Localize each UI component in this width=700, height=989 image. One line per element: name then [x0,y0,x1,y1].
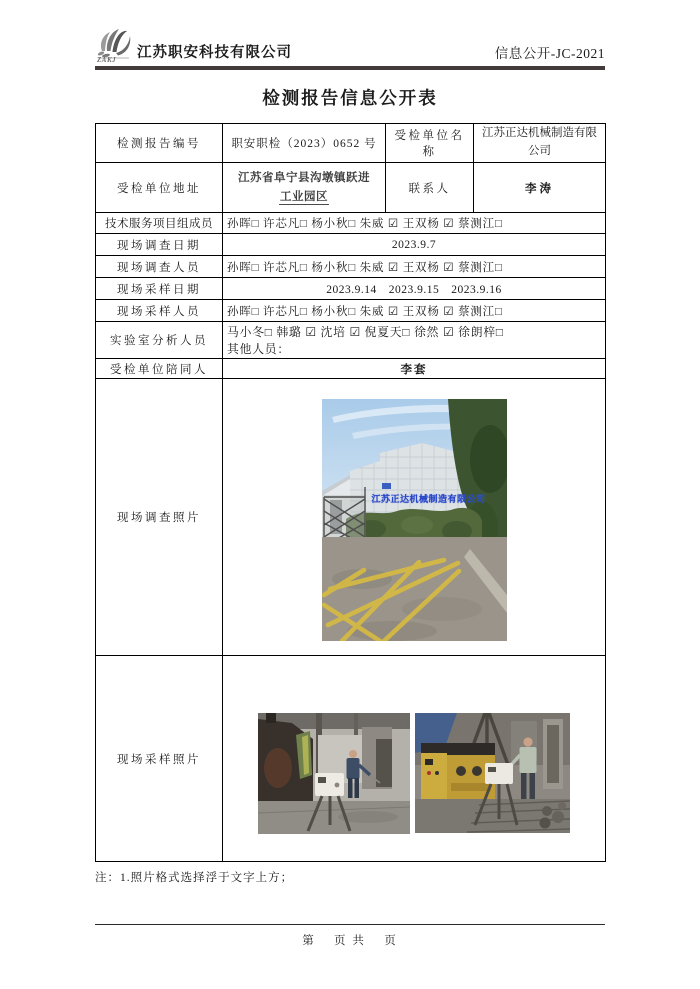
lab-staff-cell [223,322,606,359]
table-row [96,656,606,862]
sampling-staff-checkboxes: 孙晖□ 许芯凡□ 杨小秋□ 朱威 ☑ 王双杨 ☑ 蔡测江□ [223,300,606,322]
page-number: 第 页 共 页 [302,935,398,947]
unit-name-value: 江苏正达机械制造有限公司 [474,124,606,163]
unit-address-value [223,163,386,213]
escort-value: 李套 [223,359,606,379]
document-code: 信息公开-JC-2021 [494,46,605,61]
escort-label: 受检单位陪同人 [96,359,223,379]
survey-date-value: 2023.9.7 [223,234,606,256]
table-row [96,359,606,379]
page-title: 检测报告信息公开表 [262,88,438,108]
lab-staff-checkboxes: 马小冬□ 韩璐 ☑ 沈培 ☑ 倪夏天□ 徐然 ☑ 徐朗梓□ [227,325,504,339]
brand [95,27,292,63]
lab-staff-label: 实验室分析人员 [96,322,223,359]
contact-value: 李涛 [474,163,606,213]
table-row [96,234,606,256]
sampling-dates-value: 2023.9.14 2023.9.15 2023.9.16 [223,278,606,300]
survey-photo-label: 现场调查照片 [96,379,223,656]
address-line1: 江苏省阜宁县沟墩镇跃进 [238,171,370,184]
table-row [96,163,606,213]
unit-address-label: 受检单位地址 [96,163,223,213]
report-info-table [95,123,606,862]
table-row [96,124,606,163]
table-row [96,322,606,359]
survey-date-label: 现场调查日期 [96,234,223,256]
table-row [96,213,606,234]
sampling-photos [258,713,570,834]
sampling-photo-cell [223,656,606,862]
company-logo-icon [95,27,133,63]
lab-others-label: 其他人员： [227,342,290,356]
survey-staff-checkboxes: 孙晖□ 许芯凡□ 杨小秋□ 朱威 ☑ 王双杨 ☑ 蔡测江□ [223,256,606,278]
report-no-label: 检测报告编号 [96,124,223,163]
company-name: 江苏职安科技有限公司 [137,45,292,61]
table-row [96,278,606,300]
table-row [96,379,606,656]
survey-photo [322,399,507,641]
table-row [96,256,606,278]
footnote: 注：1.照片格式选择浮于文字上方； [95,872,294,884]
footer-divider [95,924,605,925]
team-label: 技术服务项目组成员 [96,213,223,234]
sampling-photo-left-image [258,713,410,834]
report-no-value: 职安职检（2023）0652 号 [223,124,386,163]
sampling-photo-label: 现场采样照片 [96,656,223,862]
contact-label: 联系人 [386,163,474,213]
team-members-checkboxes: 孙晖□ 许芯凡□ 杨小秋□ 朱威 ☑ 王双杨 ☑ 蔡测江□ [223,213,606,234]
factory-sign-text: 江苏正达机械制造有限公司 [371,493,486,504]
survey-photo-cell [223,379,606,656]
address-line2: 工业园区 [280,190,328,203]
table-row [96,300,606,322]
factory-gate-photo-image [322,399,507,641]
sampling-staff-label: 现场采样人员 [96,300,223,322]
logo-text: ZAKJ [97,56,117,64]
sampling-photo-right-image [415,713,570,833]
sampling-date-label: 现场采样日期 [96,278,223,300]
survey-staff-label: 现场调查人员 [96,256,223,278]
unit-name-label: 受检单位名称 [386,124,474,163]
page-header [95,30,605,70]
